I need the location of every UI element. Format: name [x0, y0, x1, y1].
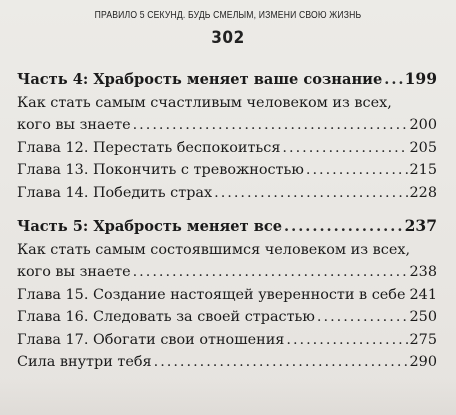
dot-leader: [282, 137, 407, 160]
dot-leader: [317, 306, 408, 329]
entry-page: 215: [409, 162, 437, 178]
page-number: 302: [211, 28, 245, 48]
entry-title: Глава 17. Обогати свои отношения: [17, 331, 285, 348]
toc-part-heading: [17, 215, 437, 239]
entry-page: 228: [409, 184, 437, 201]
entry-page: 250: [409, 309, 437, 325]
dot-leader: [154, 351, 408, 374]
part-page: 199: [404, 69, 437, 88]
toc-entry: [17, 182, 437, 205]
page-shadow: [0, 378, 456, 415]
toc-entry: [17, 306, 437, 329]
toc-entry: [17, 329, 437, 352]
part-page: 237: [404, 216, 437, 235]
entry-title: Глава 13. Покончить с тревожностью: [17, 162, 304, 178]
toc-part-5: [17, 215, 437, 374]
toc-entry: [17, 137, 437, 160]
toc-part-4: [17, 68, 437, 204]
toc-entry: [17, 114, 437, 137]
dot-leader: [286, 329, 407, 352]
running-head: ПРАВИЛО 5 СЕКУНД. БУДЬ СМЕЛЫМ, ИЗМЕНИ СВОЮ ЖИЗНЬ: [94, 9, 362, 21]
part-title: Часть 4: Храбрость меняет ваше сознание: [17, 71, 383, 88]
toc-entry: [17, 261, 437, 284]
toc-part-heading: [17, 68, 437, 92]
entry-page: 290: [409, 354, 437, 370]
entry-title: Глава 15. Создание настоящей уверенности в себе: [17, 286, 406, 303]
dot-leader: [284, 216, 403, 239]
dot-leader: [306, 159, 408, 182]
entry-title: Глава 16. Следовать за своей страстью: [17, 309, 315, 325]
entry-title: Глава 14. Победить страх: [17, 184, 213, 201]
entry-title: кого вы знаете: [17, 264, 131, 280]
dot-leader: [133, 261, 408, 284]
entry-page: 200: [409, 117, 437, 133]
part-title: Часть 5: Храбрость меняет все: [17, 218, 283, 235]
toc-intro-line: Как стать самым счастливым человеком из всех,: [17, 94, 392, 111]
entry-page: 238: [409, 264, 437, 280]
entry-title: Сила внутри тебя: [17, 354, 152, 370]
entry-title: кого вы знаете: [17, 117, 131, 133]
toc-intro-line: Как стать самым состоявшимся человеком из всех,: [17, 241, 411, 258]
dot-leader: [133, 114, 408, 137]
dot-leader: [214, 182, 407, 205]
dot-leader: [384, 69, 402, 92]
entry-title: Глава 12. Перестать беспокоиться: [17, 139, 281, 156]
entry-page: 275: [409, 331, 437, 348]
entry-page: 205: [409, 139, 437, 156]
toc-entry: [17, 284, 437, 307]
toc-entry: [17, 351, 437, 374]
toc-entry: [17, 159, 437, 182]
entry-page: 241: [409, 286, 437, 303]
